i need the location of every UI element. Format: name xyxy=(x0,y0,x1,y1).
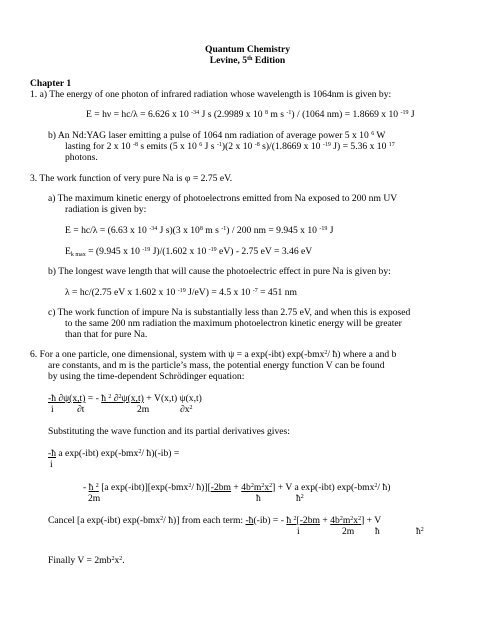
problem-3a-line2: radiation is given by: xyxy=(65,204,147,215)
problem-3c-line3: than that for pure Na. xyxy=(65,329,148,340)
cancel-eq: Cancel [a exp(-ibt) exp(-bmx$^2$/ ħ)] from each term: -ħ(-ib) = - ħ $^2[-2bm + 4b^2m^2x^2] + V$ xyxy=(48,515,382,526)
problem-6-line1: 6. For a one particle, one dimensional, system with ψ = a exp(-ibt) exp(-bmx$^2$/ ħ) where a and b xyxy=(30,349,397,360)
schrodinger-numerators: -ħ ∂ψ(x,t) = - ħ $^2$ ∂$^2$ψ(x,t) + V(x,t) ψ(x,t) xyxy=(48,393,202,404)
substituted-eq-line2-denom-h1: ħ xyxy=(256,493,261,504)
schrodinger-denom-dt: ∂t xyxy=(77,404,85,415)
problem-1b-line2: lasting for 2 x 10 $^{-8}$ s emits (5 x 10 $^6$ J s $^{-1}$)(2 x 10 $^{-8}$ s)/(1.8669 x 10 $^{-19}$ J) = 5.36 x 10 $^{17}$ xyxy=(65,141,395,152)
substituted-eq-line1: -ħ a exp(-ibt) exp(-bmx$^2$/ ħ)(-ib) = xyxy=(48,448,180,459)
substituted-eq-line1-denom: i xyxy=(50,459,53,470)
problem-1b-line3: photons. xyxy=(65,152,98,163)
cancel-eq-denom-h1: ħ xyxy=(375,526,380,537)
problem-1-question: 1. a) The energy of one photon of infrared radiation whose wavelength is 1064nm is given by: xyxy=(30,89,392,100)
problem-3a-eq1: E = hc/λ = (6.63 x 10 $^{-34}$ J s)(3 x $10^8$ m s $^{-1}$) / 200 nm = 9.945 x 10 $^{-19}$ J xyxy=(65,225,334,236)
problem-6-line2: are constants, and m is the particle’s mass, the potential energy function V can be found xyxy=(48,360,385,371)
substituted-eq-line2: - ħ $^2$ [a exp(-ibt)][exp(-bmx$^2$/ ħ)][-2bm + $4b^2m^2x^2] + V$ a exp(-ibt) exp(-bmx$^2$/ ħ) xyxy=(83,482,391,493)
problem-3b-text: b) The longest wave length that will cause the photoelectric effect in pure Na is given by: xyxy=(48,266,391,277)
schrodinger-denom-dx: $\partial x^2$ xyxy=(180,404,193,415)
substituted-eq-line2-denom-h2: $ħ^2$ xyxy=(296,493,304,504)
problem-1-equation: E = hν = hc/λ = 6.626 x 10 $^{-34}$ J s (2.9989 x 10 $^8$ m s $^{-1}$) / (1064 nm) = 1.8669 x 10 $^{-19}$ J xyxy=(86,109,415,120)
problem-6-line3: by using the time-dependent Schrödinger equation: xyxy=(48,371,245,382)
doc-subtitle: Levine, 5th Edition xyxy=(209,55,286,66)
problem-3a-line1: a) The maximum kinetic energy of photoelectrons emitted from Na exposed to 200 nm UV xyxy=(48,193,398,204)
problem-3a-eq2: $E_{k max} = (9.945$ x 10 $^{-19}$ J)/(1.602 x 10 $^{-19}$ eV) - 2.75 eV = 3.46 eV xyxy=(65,246,313,258)
chapter-heading: Chapter 1 xyxy=(30,78,72,89)
problem-1b-line1: b) An Nd:YAG laser emitting a pulse of 1064 nm radiation of average power 5 x 10 $^6$ W xyxy=(48,130,386,141)
problem-3c-line2: to the same 200 nm radiation the maximum photoelectron kinetic energy will be greater xyxy=(65,318,402,329)
doc-title: Quantum Chemistry xyxy=(204,44,290,55)
cancel-eq-denom-h2: $ħ^2$ xyxy=(416,526,424,537)
schrodinger-denom-i: i xyxy=(51,404,54,415)
problem-3b-eq: λ = hc/(2.75 eV x 1.602 x 10 $^{-19}$ J/eV) = 4.5 x 10 $^{-7}$ = 451 nm xyxy=(65,287,297,298)
problem-3c-line1: c) The work function of impure Na is substantially less than 2.75 eV, and when this is exposed xyxy=(48,307,411,318)
cancel-eq-denom-i: i xyxy=(297,526,300,537)
problem-3-question: 3. The work function of very pure Na is φ = 2.75 eV. xyxy=(30,173,233,184)
schrodinger-denom-2m: 2m xyxy=(137,404,150,415)
final-result: Finally $V = 2mb^2x^2$. xyxy=(48,555,125,566)
cancel-eq-denom-2m: 2m xyxy=(342,526,355,537)
substituted-eq-line2-denom-2m: 2m xyxy=(88,493,101,504)
substitution-text: Substituting the wave function and its partial derivatives gives: xyxy=(48,426,290,437)
